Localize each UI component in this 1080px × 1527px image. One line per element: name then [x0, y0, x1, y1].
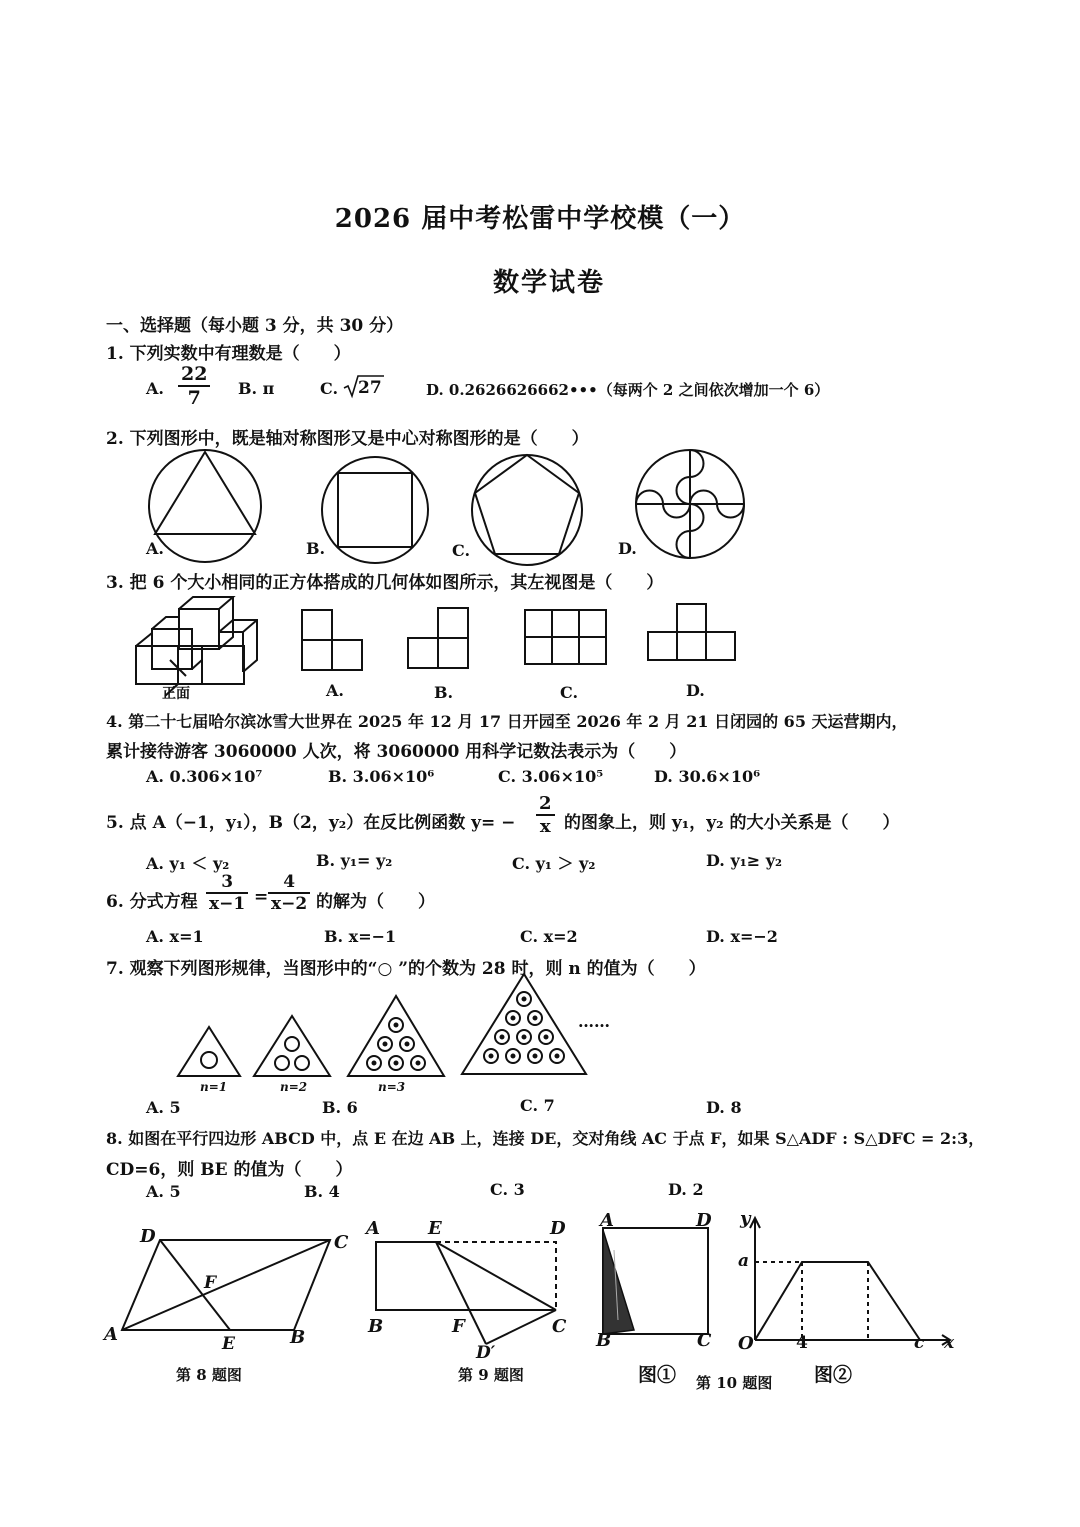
- q7-option-d: D. 8: [706, 1098, 742, 1117]
- q3-front-label: 正面: [162, 686, 190, 702]
- q2-option-d: D.: [618, 539, 637, 558]
- fig8-parallelogram: [122, 1240, 330, 1330]
- q1-c-radicand: 27: [358, 378, 382, 398]
- q1-stem: 1. 下列实数中有理数是（ ）: [106, 344, 351, 364]
- fig9-label-f: F: [452, 1316, 465, 1337]
- q8-option-b: B. 4: [304, 1182, 340, 1201]
- q1-option-d: D. 0.2626626662•••（每两个 2 之间依次增加一个 6）: [426, 381, 830, 399]
- q7-option-a: A. 5: [146, 1098, 181, 1117]
- q5-stem-pre: 5. 点 A（−1，y₁），B（2，y₂）在反比例函数 y= −: [106, 813, 516, 833]
- fig8-label-b: B: [290, 1327, 306, 1348]
- fig10-graph: [750, 1218, 950, 1345]
- fig8-label-d: D: [140, 1226, 156, 1247]
- q6-option-c: C. x=2: [520, 927, 578, 946]
- q8-stem-line1: 8. 如图在平行四边形 ABCD 中，点 E 在边 AB 上，连接 DE，交对角线 AC 于点 F，如果 S△ADF : S△DFC = 2:3，: [106, 1129, 985, 1148]
- fig9-label-dprime: D′: [476, 1343, 496, 1363]
- q2-option-a: A.: [146, 539, 164, 558]
- q7-label-1: n=1: [200, 1080, 228, 1094]
- q3-option-a: A.: [326, 681, 344, 700]
- q1-option-a-label: A.: [146, 379, 164, 398]
- fig10-caption-2: 图②: [814, 1364, 853, 1386]
- q6-f2-numerator: 4: [268, 872, 310, 894]
- q4-stem-line2: 累计接待游客 3060000 人次，将 3060000 用科学记数法表示为（ ）: [106, 742, 687, 762]
- q6-equals: =: [254, 887, 269, 907]
- q6-f2-denominator: x−2: [271, 894, 308, 914]
- q7-label-2: n=2: [280, 1080, 308, 1094]
- q6-stem-pre: 6. 分式方程: [106, 892, 198, 912]
- fig8-label-f: F: [204, 1273, 217, 1293]
- q6-option-b: B. x=−1: [324, 927, 397, 946]
- fig9-label-b: B: [368, 1316, 384, 1337]
- q2-option-c: C.: [452, 541, 471, 560]
- q8-option-c: C. 3: [490, 1180, 525, 1199]
- q4-option-b: B. 3.06×10⁶: [328, 767, 435, 786]
- q2-stem: 2. 下列图形中，既是轴对称图形又是中心对称图形的是（ ）: [106, 429, 589, 449]
- q6-f1-numerator: 3: [206, 872, 248, 894]
- q4-option-d: D. 30.6×10⁶: [654, 767, 761, 786]
- fig8-caption: 第 8 题图: [176, 1366, 242, 1384]
- fig9-rectangle: [376, 1242, 556, 1344]
- q4-stem-line1: 4. 第二十七届哈尔滨冰雪大世界在 2025 年 12 月 17 日开园至 2026 年 2 月 21 日闭园的 65 天运营期内，: [106, 712, 908, 731]
- fig10-label-a-axis: a: [738, 1251, 750, 1271]
- fig10-label-x: x: [944, 1333, 955, 1353]
- q4-option-a: A. 0.306×10⁷: [146, 767, 263, 786]
- fig9-caption: 第 9 题图: [458, 1366, 524, 1384]
- q2-option-b: B.: [306, 539, 326, 558]
- fig10-label-c-axis: c: [914, 1333, 925, 1353]
- q5-option-a: A. y₁ ＜ y₂: [146, 854, 230, 873]
- q8-stem-line2: CD=6，则 BE 的值为（ ）: [106, 1160, 353, 1180]
- page-subtitle: 数学试卷: [492, 268, 605, 298]
- fig10-label-d: D: [696, 1210, 712, 1231]
- q7-ellipsis: ……: [578, 1012, 610, 1031]
- fig9-label-c: C: [552, 1316, 567, 1337]
- q5-frac-numerator: 2: [536, 793, 555, 816]
- q5-frac-denominator: x: [539, 816, 551, 837]
- fig10-label-4: 4: [796, 1333, 808, 1353]
- q3-option-d: D.: [686, 681, 705, 700]
- q6-stem-post: 的解为（ ）: [316, 892, 435, 912]
- fig10-caption-1: 图①: [638, 1364, 677, 1386]
- fig10-label-a: A: [600, 1210, 614, 1231]
- q1-a-denominator: 7: [187, 387, 201, 409]
- fig8-label-c: C: [334, 1232, 349, 1253]
- q5-option-d: D. y₁≥ y₂: [706, 851, 783, 870]
- q6-option-a: A. x=1: [146, 927, 204, 946]
- q7-option-c: C. 7: [520, 1096, 555, 1115]
- fig10-caption: 第 10 题图: [696, 1374, 773, 1392]
- q5-option-b: B. y₁= y₂: [316, 851, 393, 870]
- q8-option-a: A. 5: [146, 1182, 181, 1201]
- q1-option-b: B. π: [238, 379, 275, 398]
- page-title: 2026 届中考松雷中学校模（一）: [334, 204, 746, 234]
- q5-stem-post: 的图象上，则 y₁，y₂ 的大小关系是（ ）: [564, 813, 900, 833]
- fig10-label-b: B: [596, 1330, 612, 1351]
- fig9-label-a: A: [366, 1218, 380, 1239]
- fig8-label-e: E: [222, 1334, 235, 1354]
- fig10-square: [603, 1228, 708, 1334]
- q7-stem: 7. 观察下列图形规律，当图形中的“○ ”的个数为 28 时，则 n 的值为（ ）: [106, 959, 706, 979]
- fig10-label-c: C: [697, 1330, 712, 1351]
- q1-option-c-label: C.: [320, 379, 339, 398]
- q3-option-c: C.: [560, 683, 579, 702]
- q5-option-c: C. y₁ ＞ y₂: [512, 854, 596, 873]
- fig9-label-e: E: [428, 1218, 442, 1239]
- q6-f1-denominator: x−1: [209, 894, 246, 914]
- fig10-label-y: y: [740, 1208, 751, 1229]
- fig9-label-d: D: [550, 1218, 566, 1239]
- q7-label-3: n=3: [378, 1080, 406, 1094]
- fig10-label-o: O: [738, 1333, 754, 1354]
- q3-option-b: B.: [434, 683, 454, 702]
- q7-option-b: B. 6: [322, 1098, 358, 1117]
- q1-a-numerator: 22: [178, 363, 210, 387]
- fig8-label-a: A: [104, 1324, 118, 1345]
- section-heading: 一、选择题（每小题 3 分，共 30 分）: [106, 316, 404, 336]
- q3-stem: 3. 把 6 个大小相同的正方体搭成的几何体如图所示，其左视图是（ ）: [106, 573, 664, 593]
- q6-option-d: D. x=−2: [706, 927, 778, 946]
- q4-option-c: C. 3.06×10⁵: [498, 767, 604, 786]
- q8-option-d: D. 2: [668, 1180, 704, 1199]
